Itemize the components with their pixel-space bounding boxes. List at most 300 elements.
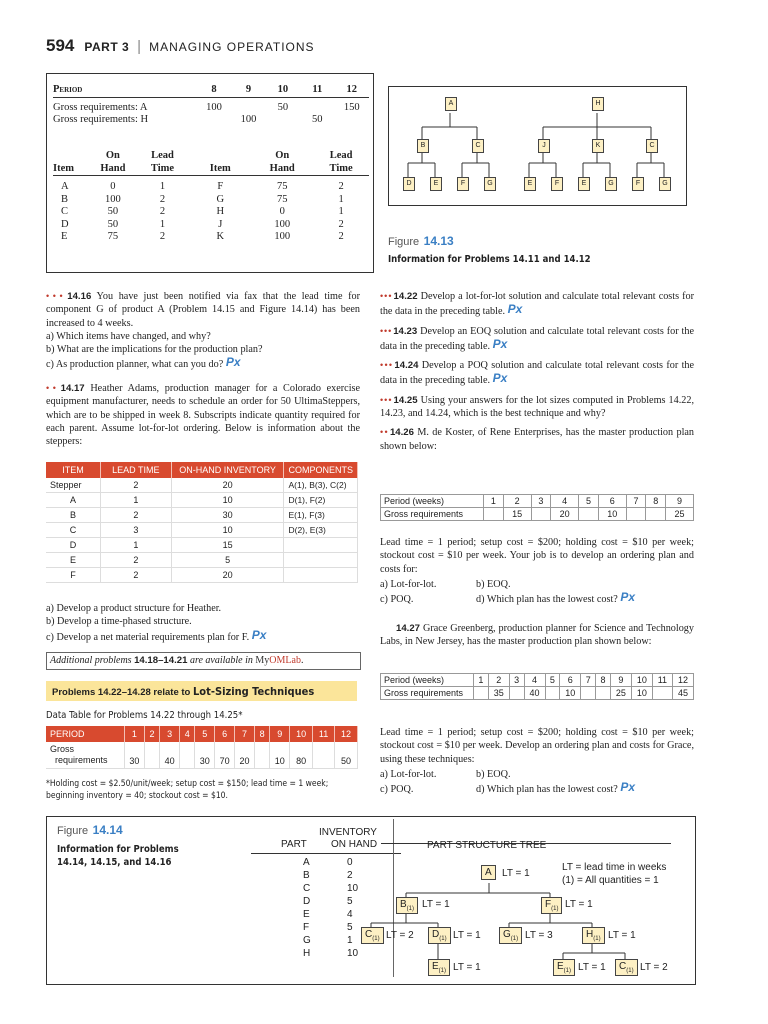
table-row xyxy=(53,194,369,207)
part-structure-lines xyxy=(47,817,695,984)
cell: 50 xyxy=(334,742,357,769)
cell xyxy=(180,742,195,769)
cell: 2 xyxy=(159,193,166,205)
footnote-line: *Holding cost = $2.50/unit/week; setup cost = $150; lead time = 1 week; xyxy=(46,779,329,789)
col-header: 6 xyxy=(560,674,581,687)
col-header: PERIOD xyxy=(46,726,125,742)
lead-time-label: LT = 1 xyxy=(565,899,593,910)
problem-table-box xyxy=(46,73,374,273)
problem-number: 14.26 xyxy=(389,427,414,439)
cell xyxy=(254,742,269,769)
problem-text: Lead time = 1 period; setup cost = $200; holding cost = $10 per week; stockout cost = $10 per week. Develop an ordering plan and costs for Grace, using these techniques: xyxy=(380,727,694,765)
header-separator: | xyxy=(137,38,142,55)
table-row xyxy=(46,568,358,583)
col-header: 1 xyxy=(125,726,145,742)
cell: 75 xyxy=(276,181,288,192)
part-c: c) POQ. xyxy=(380,594,414,606)
cell xyxy=(652,687,672,700)
lead-time-label: LT = 1 xyxy=(608,930,636,941)
hdr-lead: Lead xyxy=(151,150,174,161)
cell: F xyxy=(46,568,100,583)
col-header: 2 xyxy=(488,674,509,687)
tree-title: PART STRUCTURE TREE xyxy=(427,840,547,851)
cell: E xyxy=(61,231,68,242)
cell: B xyxy=(46,508,100,523)
col-header: 6 xyxy=(598,495,626,508)
row-label: Gross requirements: H xyxy=(53,114,149,125)
cell: 15 xyxy=(171,538,284,553)
hdr-item: Item xyxy=(53,162,74,174)
table-row xyxy=(46,508,358,523)
cell xyxy=(197,114,231,127)
cell: 10 xyxy=(631,687,652,700)
cell xyxy=(484,508,504,521)
cell: 5 xyxy=(171,553,284,568)
cell: C xyxy=(46,523,100,538)
problem-text: Develop a lot-for-lot solution and calculate total relevant costs for the data in the preceding table. xyxy=(380,291,694,318)
problem-text: Using your answers for the lot sizes computed in Problems 14.22, 14.23, and 14.24, which is the best technique and why? xyxy=(380,394,694,420)
problem-14-27 xyxy=(380,622,694,649)
on-hand-cell: 5 xyxy=(347,922,353,933)
cell: 15 xyxy=(503,508,531,521)
hdr-lead: Lead xyxy=(329,150,353,161)
problem-text: Grace Greenberg, production planner for Science and Technology Labs, in New Jersey, has the master production plan shown below: xyxy=(380,623,694,648)
cell xyxy=(474,687,489,700)
problem-text: Develop an EOQ solution and calculate total relevant costs for the data in the preceding table. xyxy=(380,325,695,352)
part-cell: F xyxy=(303,922,310,933)
cell: 40 xyxy=(160,742,180,769)
problem-number: 14.16 xyxy=(67,291,92,302)
structure-node-e: E xyxy=(430,177,442,191)
cell xyxy=(626,508,646,521)
cell: 20 xyxy=(235,742,255,769)
cell: 10 xyxy=(171,493,284,508)
cell: 10 xyxy=(560,687,581,700)
data-table-title: Data Table for Problems 14.22 through 14.25* xyxy=(46,710,243,721)
figure-number: 14.13 xyxy=(423,234,454,248)
cell: C xyxy=(61,206,69,217)
period-cell: 10 xyxy=(277,84,289,95)
difficulty-dots: • • • xyxy=(380,394,391,405)
col-header: 8 xyxy=(596,674,611,687)
col-header: INVENTORY xyxy=(319,827,377,838)
problem-number: 14.25 xyxy=(393,394,418,406)
col-header: 10 xyxy=(290,726,313,742)
tree-node-c: $C_{(1)}$ xyxy=(615,959,638,976)
table-row xyxy=(53,181,369,194)
problem-text: Heather Adams, production manager for a Colorado exercise equipment manufacturer, needs to schedule an order for 50 UltimaSteppers, which are to be shipped in week 8. Subscripts indicate quantity required for each parent. Assume lot-for-lot ordering. Below is information about the steppers: xyxy=(46,383,361,448)
part-cell: D xyxy=(303,896,311,907)
part-cell: A xyxy=(303,857,310,868)
col-header: 8 xyxy=(646,495,666,508)
col-header: 4 xyxy=(551,495,579,508)
hdr-time: Time xyxy=(150,162,175,174)
row-label: Gross xyxy=(50,744,75,754)
difficulty-dots: • • • xyxy=(380,325,391,336)
lead-time-label: LT = 1 xyxy=(453,930,481,941)
cell xyxy=(509,687,524,700)
part-b: b) EOQ. xyxy=(476,578,511,590)
row-label: Gross requirements xyxy=(381,508,484,521)
part-cell: G xyxy=(303,935,311,946)
col-header: 7 xyxy=(626,495,646,508)
table-row xyxy=(53,219,369,232)
cell: 1 xyxy=(338,206,344,217)
tree-node-d: $D_{(1)}$ xyxy=(428,927,451,944)
period-cell: 12 xyxy=(346,84,357,95)
part-label: PART 3 xyxy=(84,40,130,54)
col-header: 12 xyxy=(672,674,693,687)
part-cell: C xyxy=(303,883,311,894)
lead-time-label: LT = 1 xyxy=(422,899,450,910)
cell: 100 xyxy=(240,114,257,125)
cell: 20 xyxy=(171,568,284,583)
structure-node-b: B xyxy=(417,139,429,153)
part-a: a) Lot-for-lot. xyxy=(380,768,437,780)
tree-node-f: $F_{(1)}$ xyxy=(541,897,562,914)
cell: 35 xyxy=(488,687,509,700)
col-header: 11 xyxy=(652,674,672,687)
px-icon: Px xyxy=(620,780,636,795)
cell: A xyxy=(46,493,100,508)
cell xyxy=(545,687,560,700)
col-header: 3 xyxy=(531,495,551,508)
table-row xyxy=(46,493,358,508)
col-header: 1 xyxy=(484,495,504,508)
lead-time-label: LT = 2 xyxy=(386,930,414,941)
cell: 100 xyxy=(274,231,291,242)
cell: 40 xyxy=(524,687,545,700)
cell: 10 xyxy=(270,742,290,769)
cell: K xyxy=(216,231,225,242)
cell: 0 xyxy=(110,181,116,192)
cell: 25 xyxy=(610,687,631,700)
cell xyxy=(313,742,335,769)
tree-node-b: $B_{(1)}$ xyxy=(396,897,418,914)
structure-node-e: E xyxy=(524,177,536,191)
cell: 2 xyxy=(338,231,344,242)
structure-node-k: K xyxy=(592,139,604,153)
col-header: 4 xyxy=(524,674,545,687)
cell xyxy=(144,742,159,769)
col-header: 8 xyxy=(254,726,269,742)
px-icon: Px xyxy=(251,627,267,642)
on-hand-cell: 5 xyxy=(347,896,353,907)
table-row xyxy=(46,553,358,568)
row-label: Gross requirements xyxy=(381,687,474,700)
cell: 1 xyxy=(338,193,344,205)
problem-14-26-body xyxy=(380,536,694,606)
cell xyxy=(300,102,334,115)
part-c: c) As production planner, what can you do? xyxy=(46,359,224,371)
table-14-26 xyxy=(380,494,694,521)
col-header: 9 xyxy=(270,726,290,742)
structure-node-e: E xyxy=(578,177,590,191)
on-hand-cell: 2 xyxy=(347,870,353,881)
table-row xyxy=(53,114,369,127)
problem-number: 14.23 xyxy=(393,325,418,337)
cell: 45 xyxy=(672,687,693,700)
cell: A(1), B(3), C(2) xyxy=(284,478,358,493)
problem-number: 14.17 xyxy=(60,383,85,394)
cell: 100 xyxy=(274,218,291,230)
figure-word: Figure xyxy=(57,825,89,837)
table-row xyxy=(46,478,358,493)
problem-number: 14.22 xyxy=(393,291,418,302)
data-table-14-22 xyxy=(46,726,358,769)
cell: B xyxy=(61,193,69,205)
col-header: 12 xyxy=(334,726,357,742)
structure-node-f: F xyxy=(457,177,469,191)
row-label: Period (weeks) xyxy=(381,674,474,687)
structure-node-d: D xyxy=(403,177,415,191)
cell xyxy=(284,568,358,583)
table-row xyxy=(53,206,369,219)
col-header: 11 xyxy=(313,726,335,742)
part-a: a) Lot-for-lot. xyxy=(380,578,437,590)
period-cell: 8 xyxy=(211,84,217,95)
hdr-hand: Hand xyxy=(269,162,295,174)
page-number: 594 xyxy=(46,36,75,55)
problem-text: You have just been notified via fax that the lead time for component G of product A (Problem 14.15 and Figure 14.14) has been increased to 4 weeks. xyxy=(46,291,360,329)
banner-topic: Lot-Sizing Techniques xyxy=(193,685,315,698)
col-header: 9 xyxy=(610,674,631,687)
problem-14-27-body xyxy=(380,726,694,796)
row-label: Gross requirements: A xyxy=(53,101,148,113)
additional-problems-note xyxy=(46,652,361,670)
structure-node-c: C xyxy=(472,139,484,153)
cell: 30 xyxy=(125,742,145,769)
structure-node-f: F xyxy=(551,177,563,191)
cell: 1 xyxy=(159,218,166,230)
col-header: PART xyxy=(281,839,307,850)
hdr-hand: Hand xyxy=(100,162,126,174)
tree-node-e: $E_{(1)}$ xyxy=(428,959,450,976)
structure-node-j: J xyxy=(538,139,550,153)
cell: 50 xyxy=(107,218,119,230)
part-c: c) POQ. xyxy=(380,784,414,796)
col-header: 3 xyxy=(160,726,180,742)
cell: 75 xyxy=(276,193,288,205)
table-row xyxy=(46,538,358,553)
cell xyxy=(266,114,300,127)
cell: 3 xyxy=(100,523,171,538)
figure-14-13-diagram xyxy=(388,86,687,206)
figure-14-14 xyxy=(46,816,696,985)
cell: 70 xyxy=(215,742,235,769)
px-icon: Px xyxy=(225,355,241,370)
caption-line: 14.14, 14.15, and 14.16 xyxy=(57,857,172,868)
part-d: d) Which plan has the lowest cost? xyxy=(476,784,618,796)
px-icon: Px xyxy=(507,302,523,317)
page-header xyxy=(46,36,315,56)
problem-text: M. de Koster, of Rene Enterprises, has the master production plan shown below: xyxy=(380,427,695,452)
footnote-line: beginning inventory = 40; stockout cost = $10. xyxy=(46,791,228,801)
col-header: 6 xyxy=(215,726,235,742)
lead-time-label: LT = 1 xyxy=(578,962,606,973)
col-header: 1 xyxy=(474,674,489,687)
tree-node-c: $C_{(1)}$ xyxy=(361,927,384,944)
note-text: are available in xyxy=(187,655,256,666)
cell: 100 xyxy=(105,193,121,205)
col-header: 7 xyxy=(235,726,255,742)
col-header: 9 xyxy=(666,495,694,508)
lot-sizing-banner xyxy=(46,681,357,701)
cell: 0 xyxy=(279,206,285,217)
on-hand-cell: 4 xyxy=(347,909,353,920)
cell: 1 xyxy=(100,493,171,508)
col-header: 7 xyxy=(581,674,596,687)
part-cell: B xyxy=(303,870,310,881)
col-header: 5 xyxy=(579,495,599,508)
banner-text: Problems 14.22–14.28 relate to xyxy=(52,687,193,698)
part-b: b) What are the implications for the production plan? xyxy=(46,344,263,356)
data-table-footnote xyxy=(46,778,328,802)
cell: F xyxy=(217,181,224,192)
cell xyxy=(284,553,358,568)
cell xyxy=(596,687,611,700)
cell: Stepper xyxy=(46,478,100,493)
col-header: 2 xyxy=(503,495,531,508)
lead-time-label: LT = 3 xyxy=(525,930,553,941)
cell: 80 xyxy=(290,742,313,769)
cell: J xyxy=(218,218,223,230)
part-c: c) Develop a net material requirements plan for F. xyxy=(46,631,250,643)
structure-node-c: C xyxy=(646,139,658,153)
cell: D(1), F(2) xyxy=(284,493,358,508)
on-hand-cell: 0 xyxy=(347,857,353,868)
col-header: ITEM xyxy=(46,462,100,478)
col-header: COMPONENTS xyxy=(284,462,358,478)
cell: 2 xyxy=(100,568,171,583)
stepper-table xyxy=(46,462,358,583)
problems-14-22-to-14-25 xyxy=(380,290,694,453)
row-label: requirements xyxy=(55,755,108,765)
myomlab-link-2[interactable]: OMLab xyxy=(269,655,301,666)
hdr-item: Item xyxy=(209,162,231,174)
difficulty-dots: • • • xyxy=(380,360,392,371)
col-header: ON-HAND INVENTORY xyxy=(171,462,284,478)
problem-14-17 xyxy=(46,382,360,448)
cell: 20 xyxy=(171,478,284,493)
structure-node-h: H xyxy=(592,97,604,111)
cell: H xyxy=(216,206,225,217)
cell: 150 xyxy=(343,101,360,113)
problem-number: 14.24 xyxy=(394,360,419,372)
cell: 2 xyxy=(338,181,344,192)
difficulty-dots: • • • xyxy=(46,291,62,301)
tree-node-h: $H_{(1)}$ xyxy=(582,927,605,944)
row-label: Period (weeks) xyxy=(381,495,484,508)
difficulty-dots: • • • xyxy=(380,291,391,301)
cell: 30 xyxy=(171,508,284,523)
table-row xyxy=(46,523,358,538)
hdr-time: Time xyxy=(329,162,353,174)
part-b: b) Develop a time-phased structure. xyxy=(46,616,192,628)
myomlab-link[interactable]: My xyxy=(255,655,270,666)
cell: 10 xyxy=(598,508,626,521)
cell xyxy=(284,538,358,553)
problem-text: Lead time = 1 period; setup cost = $200; holding cost = $10 per week; stockout cost = $10 per week. Your job is to develop an ordering plan and costs for: xyxy=(380,537,694,575)
cell xyxy=(579,508,599,521)
cell xyxy=(531,508,551,521)
cell: 10 xyxy=(171,523,284,538)
cell: 2 xyxy=(159,231,166,242)
items-table xyxy=(53,150,369,244)
cell: 2 xyxy=(100,478,171,493)
col-header: 4 xyxy=(180,726,195,742)
cell: E xyxy=(46,553,100,568)
col-header: 3 xyxy=(509,674,524,687)
problem-14-16 xyxy=(46,290,360,372)
cell: G xyxy=(216,193,225,205)
on-hand-cell: 10 xyxy=(347,883,359,894)
note-text: Additional problems xyxy=(50,655,135,666)
cell: 100 xyxy=(206,101,222,113)
table-14-27 xyxy=(380,673,694,700)
figure-word: Figure xyxy=(388,236,420,248)
tree-node-a: A xyxy=(481,865,496,880)
problem-14-17-parts xyxy=(46,602,360,644)
col-header: LEAD TIME xyxy=(100,462,171,478)
part-cell: E xyxy=(303,909,310,920)
col-header: 10 xyxy=(631,674,652,687)
cell: E(1), F(3) xyxy=(284,508,358,523)
cell: 2 xyxy=(338,218,344,230)
section-title: MANAGING OPERATIONS xyxy=(149,40,315,54)
structure-node-g: G xyxy=(659,177,671,191)
cell: 50 xyxy=(107,206,119,217)
lead-time-label: LT = 1 xyxy=(502,868,530,879)
gross-requirements-table xyxy=(53,84,369,127)
structure-node-f: F xyxy=(632,177,644,191)
hdr-on: On xyxy=(275,150,290,161)
col-header: 2 xyxy=(144,726,159,742)
tree-legend: LT = lead time in weeks xyxy=(562,862,667,873)
cell: 20 xyxy=(551,508,579,521)
table-row xyxy=(53,231,369,244)
part-b: b) EOQ. xyxy=(476,768,511,780)
tree-legend: (1) = All quantities = 1 xyxy=(562,875,659,886)
cell: 1 xyxy=(100,538,171,553)
problem-number: 14.27 xyxy=(396,623,421,634)
col-header: ON HAND xyxy=(330,839,378,850)
structure-node-g: G xyxy=(605,177,617,191)
caption-line: Information for Problems xyxy=(57,844,179,855)
px-icon: Px xyxy=(492,371,508,386)
cell xyxy=(231,102,265,115)
cell: A xyxy=(61,181,69,192)
hdr-on: On xyxy=(105,150,120,161)
part-d: d) Which plan has the lowest cost? xyxy=(476,594,618,606)
lead-time-label: LT = 2 xyxy=(640,962,668,973)
cell xyxy=(581,687,596,700)
period-label: Period xyxy=(53,84,83,95)
part-a: a) Develop a product structure for Heather. xyxy=(46,603,222,614)
on-hand-cell: 1 xyxy=(347,935,353,946)
cell: 75 xyxy=(107,231,119,242)
difficulty-dots: • • xyxy=(380,427,387,438)
difficulty-dots: • • xyxy=(46,383,55,393)
period-cell: 11 xyxy=(312,84,323,95)
cell xyxy=(335,114,370,127)
cell: D xyxy=(61,218,69,230)
col-header: 5 xyxy=(545,674,560,687)
problem-text: Develop a POQ solution and calculate total relevant costs for the data in the preceding table. xyxy=(380,360,695,387)
cell: 30 xyxy=(195,742,215,769)
tree-node-e: $E_{(1)}$ xyxy=(553,959,575,976)
px-icon: Px xyxy=(620,590,636,605)
